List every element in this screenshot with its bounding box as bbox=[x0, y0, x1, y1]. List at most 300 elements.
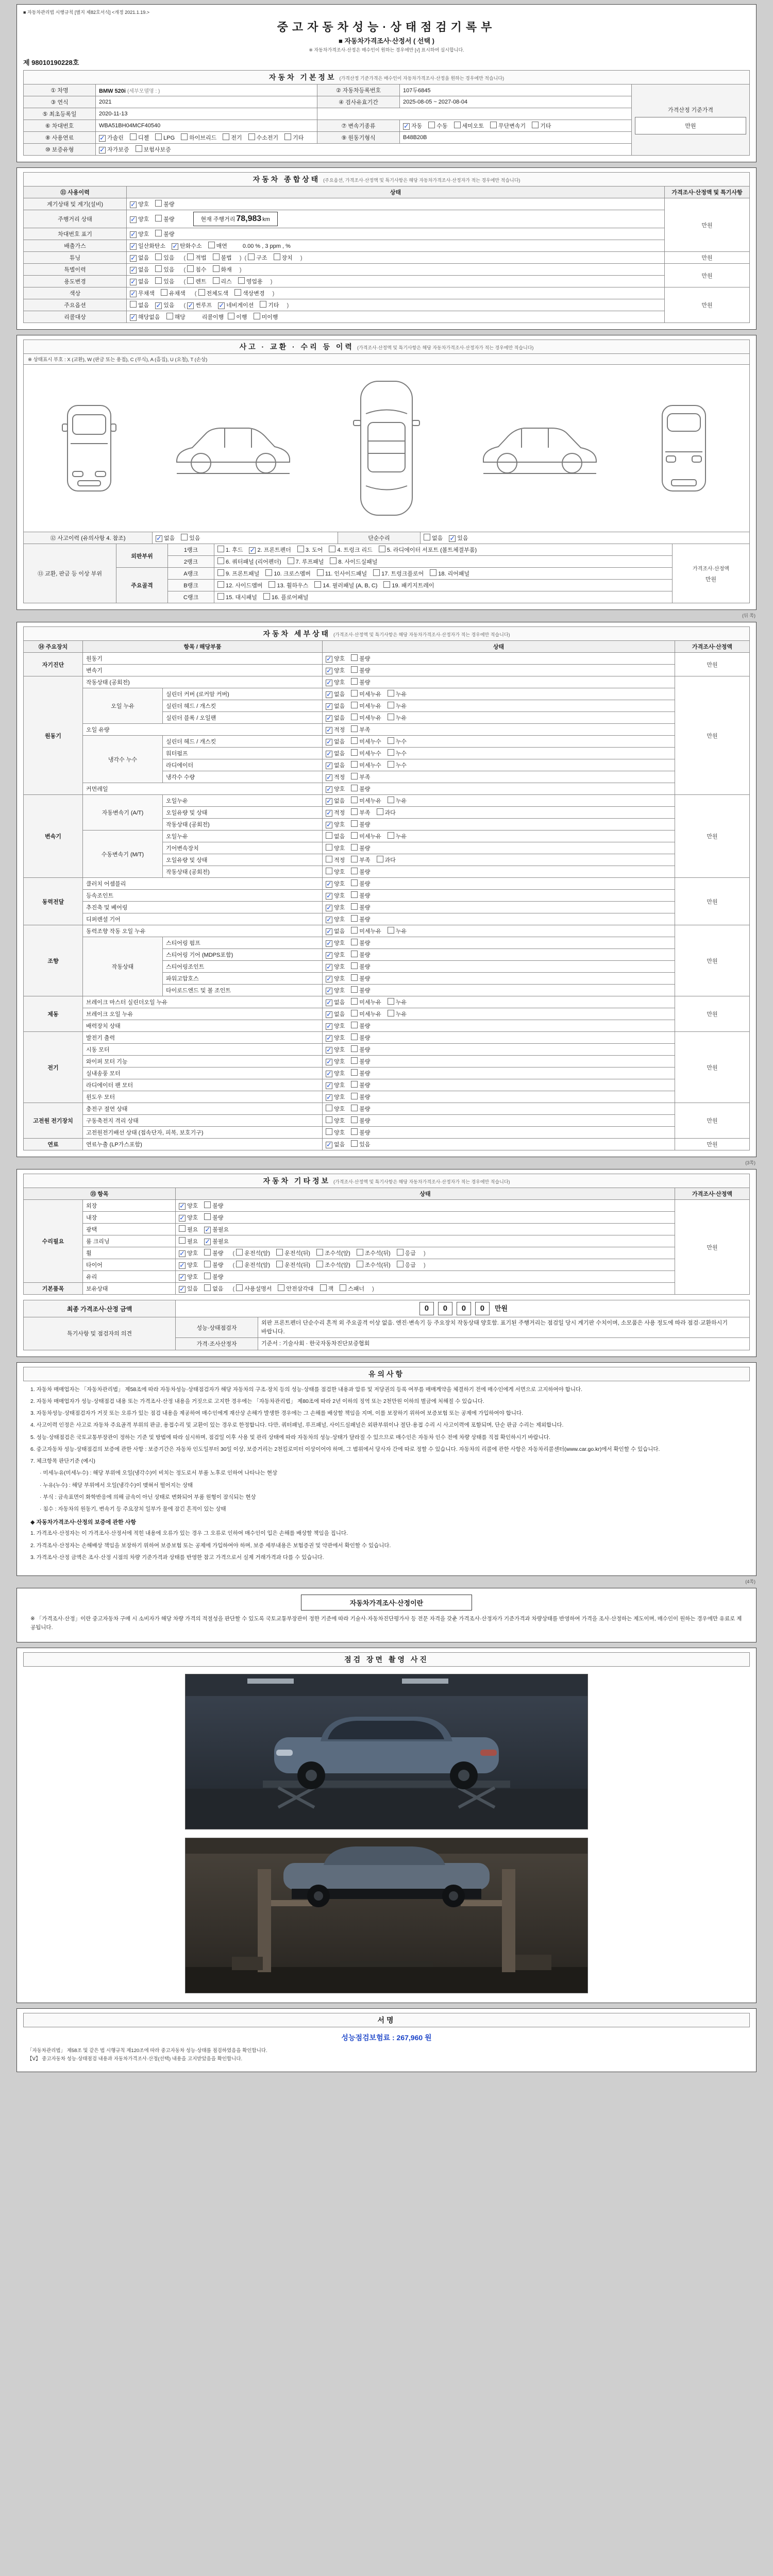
checkbox-checked-icon[interactable]: ✓ bbox=[326, 975, 332, 982]
checkbox-option[interactable] bbox=[351, 1116, 370, 1125]
checkbox-checked-icon[interactable]: ✓ bbox=[172, 242, 178, 250]
checkbox-option[interactable] bbox=[383, 581, 434, 589]
checkbox-checked-icon[interactable]: ✓ bbox=[326, 1022, 332, 1030]
checkbox-option[interactable] bbox=[326, 737, 345, 745]
checkbox-icon[interactable] bbox=[351, 868, 358, 874]
checkbox-checked-icon[interactable]: ✓ bbox=[326, 1034, 332, 1042]
checkbox-checked-icon[interactable]: ✓ bbox=[326, 679, 332, 686]
checkbox-option[interactable] bbox=[326, 785, 345, 793]
checkbox-option[interactable] bbox=[326, 1057, 345, 1065]
checkbox-icon[interactable] bbox=[217, 557, 224, 564]
checkbox-icon[interactable] bbox=[326, 844, 332, 851]
checkbox-checked-icon[interactable]: ✓ bbox=[179, 1273, 185, 1281]
checkbox-option[interactable] bbox=[326, 856, 345, 864]
checkbox-checked-icon[interactable]: ✓ bbox=[130, 215, 136, 223]
checkbox-option[interactable] bbox=[316, 1249, 350, 1257]
checkbox-option[interactable] bbox=[187, 265, 206, 274]
checkbox-option[interactable] bbox=[238, 277, 263, 285]
checkbox-option[interactable] bbox=[278, 1284, 313, 1293]
checkbox-icon[interactable] bbox=[340, 1284, 346, 1291]
checkbox-icon[interactable] bbox=[351, 808, 358, 815]
checkbox-checked-icon[interactable]: ✓ bbox=[130, 313, 136, 321]
checkbox-icon[interactable] bbox=[314, 581, 321, 588]
checkbox-option[interactable] bbox=[248, 133, 279, 142]
checkbox-icon[interactable] bbox=[490, 122, 497, 128]
checkbox-checked-icon[interactable]: ✓ bbox=[130, 200, 136, 208]
checkbox-icon[interactable] bbox=[248, 253, 255, 260]
checkbox-icon[interactable] bbox=[351, 951, 358, 957]
checkbox-option[interactable] bbox=[326, 879, 345, 888]
checkbox-icon[interactable] bbox=[388, 737, 394, 744]
checkbox-checked-icon[interactable]: ✓ bbox=[326, 773, 332, 781]
checkbox-option[interactable] bbox=[187, 301, 212, 309]
checkbox-icon[interactable] bbox=[217, 546, 224, 552]
checkbox-icon[interactable] bbox=[351, 773, 358, 779]
checkbox-icon[interactable] bbox=[388, 714, 394, 720]
checkbox-option[interactable] bbox=[181, 133, 216, 142]
checkbox-option[interactable] bbox=[326, 749, 345, 757]
checkbox-icon[interactable] bbox=[351, 974, 358, 981]
checkbox-icon[interactable] bbox=[130, 133, 137, 140]
checkbox-icon[interactable] bbox=[316, 1261, 323, 1267]
checkbox-option[interactable] bbox=[326, 654, 345, 663]
checkbox-checked-icon[interactable]: ✓ bbox=[326, 1093, 332, 1101]
checkbox-option[interactable] bbox=[249, 546, 291, 554]
checkbox-icon[interactable] bbox=[238, 277, 245, 284]
checkbox-icon[interactable] bbox=[388, 690, 394, 697]
checkbox-option[interactable] bbox=[161, 289, 186, 297]
checkbox-checked-icon[interactable]: ✓ bbox=[326, 809, 332, 817]
checkbox-option[interactable] bbox=[351, 785, 370, 793]
checkbox-option[interactable] bbox=[357, 1261, 391, 1269]
checkbox-option[interactable] bbox=[351, 761, 381, 769]
checkbox-option[interactable] bbox=[204, 1284, 223, 1293]
checkbox-icon[interactable] bbox=[320, 1284, 327, 1291]
checkbox-icon[interactable] bbox=[284, 133, 291, 140]
checkbox-option[interactable] bbox=[187, 277, 206, 285]
checkbox-option[interactable] bbox=[373, 569, 424, 578]
checkbox-checked-icon[interactable]: ✓ bbox=[326, 1141, 332, 1148]
checkbox-icon[interactable] bbox=[388, 761, 394, 768]
checkbox-option[interactable] bbox=[265, 569, 310, 578]
checkbox-option[interactable] bbox=[217, 557, 281, 566]
checkbox-icon[interactable] bbox=[397, 1261, 404, 1267]
checkbox-option[interactable] bbox=[351, 998, 381, 1006]
checkbox-option[interactable] bbox=[130, 265, 149, 274]
checkbox-icon[interactable] bbox=[326, 832, 332, 839]
checkbox-icon[interactable] bbox=[187, 265, 194, 272]
checkbox-icon[interactable] bbox=[274, 253, 280, 260]
checkbox-icon[interactable] bbox=[351, 1045, 358, 1052]
checkbox-option[interactable] bbox=[276, 1249, 310, 1257]
checkbox-option[interactable] bbox=[179, 1225, 198, 1233]
checkbox-checked-icon[interactable]: ✓ bbox=[130, 278, 136, 285]
checkbox-checked-icon[interactable]: ✓ bbox=[326, 939, 332, 947]
checkbox-checked-icon[interactable]: ✓ bbox=[179, 1202, 185, 1210]
checkbox-option[interactable] bbox=[326, 761, 345, 769]
checkbox-icon[interactable] bbox=[351, 749, 358, 756]
checkbox-icon[interactable] bbox=[155, 230, 162, 236]
checkbox-option[interactable] bbox=[179, 1261, 198, 1269]
checkbox-option[interactable] bbox=[274, 253, 293, 262]
checkbox-checked-icon[interactable]: ✓ bbox=[326, 690, 332, 698]
checkbox-icon[interactable] bbox=[351, 962, 358, 969]
checkbox-icon[interactable] bbox=[428, 122, 435, 128]
checkbox-icon[interactable] bbox=[351, 725, 358, 732]
checkbox-icon[interactable] bbox=[351, 1105, 358, 1111]
checkbox-option[interactable] bbox=[403, 122, 422, 130]
checkbox-icon[interactable] bbox=[351, 654, 358, 661]
checkbox-option[interactable] bbox=[179, 1201, 198, 1210]
checkbox-checked-icon[interactable]: ✓ bbox=[130, 242, 136, 250]
checkbox-option[interactable] bbox=[276, 1261, 310, 1269]
checkbox-icon[interactable] bbox=[351, 761, 358, 768]
checkbox-option[interactable] bbox=[351, 832, 381, 840]
checkbox-icon[interactable] bbox=[265, 569, 272, 576]
checkbox-option[interactable] bbox=[314, 581, 377, 589]
checkbox-icon[interactable] bbox=[326, 1105, 332, 1111]
checkbox-icon[interactable] bbox=[130, 301, 137, 308]
checkbox-checked-icon[interactable]: ✓ bbox=[326, 702, 332, 710]
checkbox-option[interactable] bbox=[326, 714, 345, 722]
checkbox-icon[interactable] bbox=[351, 1093, 358, 1099]
checkbox-icon[interactable] bbox=[204, 1249, 211, 1256]
checkbox-option[interactable] bbox=[388, 749, 407, 757]
checkbox-checked-icon[interactable]: ✓ bbox=[326, 987, 332, 994]
checkbox-option[interactable] bbox=[351, 962, 370, 971]
checkbox-icon[interactable] bbox=[223, 133, 229, 140]
checkbox-option[interactable] bbox=[254, 313, 278, 321]
checkbox-option[interactable] bbox=[130, 289, 155, 297]
checkbox-checked-icon[interactable]: ✓ bbox=[188, 301, 194, 309]
checkbox-icon[interactable] bbox=[351, 666, 358, 673]
checkbox-option[interactable] bbox=[99, 145, 129, 154]
checkbox-option[interactable] bbox=[217, 569, 259, 578]
checkbox-icon[interactable] bbox=[317, 569, 324, 576]
checkbox-icon[interactable] bbox=[351, 1022, 358, 1028]
checkbox-checked-icon[interactable]: ✓ bbox=[326, 750, 332, 757]
checkbox-option[interactable] bbox=[449, 534, 468, 542]
checkbox-option[interactable] bbox=[155, 253, 174, 262]
checkbox-icon[interactable] bbox=[187, 277, 194, 284]
checkbox-checked-icon[interactable]: ✓ bbox=[326, 655, 332, 663]
checkbox-icon[interactable] bbox=[217, 581, 224, 588]
checkbox-icon[interactable] bbox=[330, 557, 337, 564]
checkbox-option[interactable] bbox=[428, 122, 447, 130]
checkbox-option[interactable] bbox=[228, 313, 247, 321]
checkbox-option[interactable] bbox=[388, 1010, 407, 1018]
checkbox-icon[interactable] bbox=[351, 903, 358, 910]
checkbox-option[interactable] bbox=[351, 1081, 370, 1089]
checkbox-icon[interactable] bbox=[326, 1128, 332, 1135]
checkbox-option[interactable] bbox=[204, 1237, 229, 1245]
checkbox-icon[interactable] bbox=[532, 122, 539, 128]
checkbox-option[interactable] bbox=[326, 951, 345, 959]
checkbox-icon[interactable] bbox=[351, 986, 358, 993]
checkbox-option[interactable] bbox=[217, 546, 243, 554]
checkbox-option[interactable] bbox=[388, 737, 407, 745]
checkbox-option[interactable] bbox=[316, 1261, 350, 1269]
checkbox-icon[interactable] bbox=[187, 253, 194, 260]
checkbox-option[interactable] bbox=[217, 581, 262, 589]
checkbox-option[interactable] bbox=[351, 1128, 370, 1137]
checkbox-icon[interactable] bbox=[179, 1237, 186, 1244]
checkbox-option[interactable] bbox=[351, 1069, 370, 1077]
checkbox-option[interactable] bbox=[179, 1273, 198, 1281]
checkbox-icon[interactable] bbox=[288, 557, 294, 564]
checkbox-option[interactable] bbox=[204, 1261, 223, 1269]
checkbox-option[interactable] bbox=[326, 868, 345, 876]
checkbox-icon[interactable] bbox=[136, 145, 142, 152]
checkbox-icon[interactable] bbox=[236, 1284, 243, 1291]
checkbox-checked-icon[interactable]: ✓ bbox=[219, 301, 225, 309]
checkbox-icon[interactable] bbox=[351, 1010, 358, 1016]
checkbox-icon[interactable] bbox=[351, 844, 358, 851]
checkbox-icon[interactable] bbox=[204, 1284, 211, 1291]
checkbox-icon[interactable] bbox=[388, 749, 394, 756]
checkbox-option[interactable] bbox=[156, 534, 175, 542]
checkbox-checked-icon[interactable]: ✓ bbox=[326, 927, 332, 935]
checkbox-icon[interactable] bbox=[351, 678, 358, 685]
checkbox-option[interactable] bbox=[155, 133, 175, 141]
checkbox-option[interactable] bbox=[99, 133, 124, 142]
checkbox-option[interactable] bbox=[326, 986, 345, 994]
checkbox-checked-icon[interactable]: ✓ bbox=[449, 534, 456, 542]
checkbox-option[interactable] bbox=[351, 856, 370, 864]
checkbox-icon[interactable] bbox=[217, 593, 224, 600]
checkbox-checked-icon[interactable]: ✓ bbox=[326, 998, 332, 1006]
checkbox-checked-icon[interactable]: ✓ bbox=[326, 951, 332, 959]
checkbox-icon[interactable] bbox=[388, 998, 394, 1005]
checkbox-option[interactable] bbox=[397, 1249, 416, 1257]
checkbox-option[interactable] bbox=[351, 1140, 370, 1148]
checkbox-option[interactable] bbox=[326, 1128, 345, 1137]
checkbox-option[interactable] bbox=[204, 1273, 223, 1281]
checkbox-checked-icon[interactable]: ✓ bbox=[326, 1058, 332, 1065]
checkbox-option[interactable] bbox=[351, 1093, 370, 1101]
checkbox-checked-icon[interactable]: ✓ bbox=[156, 534, 162, 542]
checkbox-option[interactable] bbox=[155, 277, 174, 285]
checkbox-option[interactable] bbox=[532, 122, 551, 130]
checkbox-option[interactable] bbox=[326, 796, 345, 805]
checkbox-option[interactable] bbox=[204, 1225, 229, 1233]
checkbox-option[interactable] bbox=[351, 1033, 370, 1042]
checkbox-icon[interactable] bbox=[155, 277, 162, 284]
checkbox-option[interactable] bbox=[326, 1140, 345, 1148]
checkbox-icon[interactable] bbox=[454, 122, 461, 128]
checkbox-option[interactable] bbox=[155, 215, 174, 223]
checkbox-option[interactable] bbox=[213, 277, 232, 285]
checkbox-option[interactable] bbox=[377, 856, 396, 864]
checkbox-icon[interactable] bbox=[388, 702, 394, 708]
checkbox-option[interactable] bbox=[166, 313, 186, 321]
checkbox-option[interactable] bbox=[351, 844, 370, 852]
checkbox-option[interactable] bbox=[351, 1022, 370, 1030]
checkbox-icon[interactable] bbox=[155, 215, 162, 222]
checkbox-checked-icon[interactable]: ✓ bbox=[326, 785, 332, 793]
checkbox-option[interactable] bbox=[330, 557, 377, 566]
checkbox-icon[interactable] bbox=[373, 569, 380, 576]
checkbox-option[interactable] bbox=[351, 903, 370, 911]
checkbox-icon[interactable] bbox=[155, 253, 162, 260]
checkbox-option[interactable] bbox=[351, 654, 370, 663]
checkbox-icon[interactable] bbox=[377, 808, 383, 815]
checkbox-option[interactable] bbox=[155, 301, 174, 309]
checkbox-icon[interactable] bbox=[351, 915, 358, 922]
checkbox-option[interactable] bbox=[388, 690, 407, 698]
checkbox-icon[interactable] bbox=[377, 856, 383, 862]
checkbox-option[interactable] bbox=[326, 939, 345, 947]
checkbox-option[interactable] bbox=[351, 868, 370, 876]
checkbox-icon[interactable] bbox=[351, 796, 358, 803]
checkbox-option[interactable] bbox=[130, 301, 149, 309]
checkbox-icon[interactable] bbox=[198, 289, 205, 296]
checkbox-option[interactable] bbox=[179, 1213, 198, 1222]
checkbox-option[interactable] bbox=[326, 844, 345, 852]
checkbox-option[interactable] bbox=[351, 773, 370, 781]
checkbox-option[interactable] bbox=[351, 725, 370, 734]
checkbox-option[interactable] bbox=[204, 1213, 223, 1222]
checkbox-icon[interactable] bbox=[276, 1249, 283, 1256]
checkbox-icon[interactable] bbox=[181, 133, 188, 140]
checkbox-icon[interactable] bbox=[351, 737, 358, 744]
checkbox-option[interactable] bbox=[388, 761, 407, 769]
checkbox-checked-icon[interactable]: ✓ bbox=[404, 122, 409, 130]
checkbox-option[interactable] bbox=[179, 1284, 198, 1293]
checkbox-option[interactable] bbox=[388, 796, 407, 805]
checkbox-option[interactable] bbox=[288, 557, 324, 566]
checkbox-icon[interactable] bbox=[329, 546, 335, 552]
checkbox-option[interactable] bbox=[155, 230, 174, 238]
checkbox-checked-icon[interactable]: ✓ bbox=[326, 714, 332, 722]
checkbox-checked-icon[interactable]: ✓ bbox=[179, 1261, 185, 1269]
checkbox-option[interactable] bbox=[397, 1261, 416, 1269]
checkbox-option[interactable] bbox=[351, 974, 370, 982]
checkbox-option[interactable] bbox=[317, 569, 367, 578]
checkbox-option[interactable] bbox=[187, 253, 206, 262]
checkbox-icon[interactable] bbox=[297, 546, 304, 552]
checkbox-option[interactable] bbox=[130, 230, 149, 238]
checkbox-icon[interactable] bbox=[351, 1128, 358, 1135]
checkbox-icon[interactable] bbox=[217, 569, 224, 576]
checkbox-icon[interactable] bbox=[379, 546, 385, 552]
checkbox-option[interactable] bbox=[351, 927, 381, 935]
checkbox-option[interactable] bbox=[155, 200, 174, 208]
checkbox-icon[interactable] bbox=[351, 785, 358, 791]
checkbox-checked-icon[interactable]: ✓ bbox=[326, 1070, 332, 1077]
checkbox-option[interactable] bbox=[217, 593, 257, 601]
checkbox-option[interactable] bbox=[351, 808, 370, 817]
checkbox-option[interactable] bbox=[179, 1249, 198, 1257]
checkbox-icon[interactable] bbox=[351, 702, 358, 708]
checkbox-option[interactable] bbox=[377, 808, 396, 817]
checkbox-checked-icon[interactable]: ✓ bbox=[179, 1285, 185, 1293]
checkbox-checked-icon[interactable]: ✓ bbox=[326, 892, 332, 900]
checkbox-option[interactable] bbox=[351, 1105, 370, 1113]
checkbox-icon[interactable] bbox=[204, 1213, 211, 1220]
checkbox-option[interactable] bbox=[326, 903, 345, 911]
checkbox-option[interactable] bbox=[130, 277, 149, 285]
checkbox-checked-icon[interactable]: ✓ bbox=[156, 301, 162, 309]
checkbox-option[interactable] bbox=[326, 915, 345, 923]
checkbox-option[interactable] bbox=[130, 215, 149, 223]
checkbox-option[interactable] bbox=[388, 702, 407, 710]
checkbox-icon[interactable] bbox=[357, 1261, 363, 1267]
checkbox-option[interactable] bbox=[326, 832, 345, 840]
checkbox-icon[interactable] bbox=[326, 856, 332, 862]
checkbox-icon[interactable] bbox=[326, 1116, 332, 1123]
checkbox-option[interactable] bbox=[326, 1105, 345, 1113]
checkbox-icon[interactable] bbox=[236, 1261, 243, 1267]
checkbox-option[interactable] bbox=[357, 1249, 391, 1257]
checkbox-icon[interactable] bbox=[213, 253, 220, 260]
checkbox-option[interactable] bbox=[326, 773, 345, 781]
checkbox-option[interactable] bbox=[223, 133, 242, 142]
checkbox-option[interactable] bbox=[130, 200, 149, 208]
checkbox-icon[interactable] bbox=[316, 1249, 323, 1256]
checkbox-checked-icon[interactable]: ✓ bbox=[249, 546, 256, 554]
checkbox-option[interactable] bbox=[155, 265, 174, 274]
checkbox-icon[interactable] bbox=[351, 714, 358, 720]
checkbox-option[interactable] bbox=[218, 301, 254, 309]
checkbox-icon[interactable] bbox=[276, 1261, 283, 1267]
checkbox-option[interactable] bbox=[326, 678, 345, 686]
checkbox-option[interactable] bbox=[284, 133, 304, 142]
checkbox-option[interactable] bbox=[236, 1284, 272, 1293]
checkbox-icon[interactable] bbox=[351, 927, 358, 934]
checkbox-icon[interactable] bbox=[260, 301, 266, 308]
checkbox-icon[interactable] bbox=[397, 1249, 404, 1256]
checkbox-option[interactable] bbox=[130, 242, 165, 250]
checkbox-option[interactable] bbox=[351, 879, 370, 888]
checkbox-option[interactable] bbox=[379, 546, 477, 554]
checkbox-option[interactable] bbox=[351, 1045, 370, 1054]
checkbox-icon[interactable] bbox=[204, 1261, 211, 1267]
checkbox-icon[interactable] bbox=[351, 1057, 358, 1064]
checkbox-option[interactable] bbox=[326, 998, 345, 1006]
checkbox-icon[interactable] bbox=[388, 796, 394, 803]
checkbox-option[interactable] bbox=[388, 714, 407, 722]
checkbox-icon[interactable] bbox=[234, 289, 241, 296]
checkbox-icon[interactable] bbox=[213, 277, 220, 284]
checkbox-option[interactable] bbox=[351, 737, 381, 745]
checkbox-option[interactable] bbox=[268, 581, 308, 589]
checkbox-icon[interactable] bbox=[388, 927, 394, 934]
checkbox-option[interactable] bbox=[130, 253, 149, 262]
checkbox-option[interactable] bbox=[326, 690, 345, 698]
checkbox-option[interactable] bbox=[213, 253, 232, 262]
checkbox-option[interactable] bbox=[351, 939, 370, 947]
checkbox-option[interactable] bbox=[320, 1284, 334, 1293]
checkbox-option[interactable] bbox=[351, 666, 370, 674]
checkbox-checked-icon[interactable]: ✓ bbox=[179, 1214, 185, 1222]
checkbox-option[interactable] bbox=[326, 927, 345, 935]
checkbox-icon[interactable] bbox=[248, 133, 255, 140]
checkbox-icon[interactable] bbox=[388, 832, 394, 839]
checkbox-option[interactable] bbox=[326, 1022, 345, 1030]
checkbox-icon[interactable] bbox=[161, 289, 167, 296]
checkbox-option[interactable] bbox=[181, 534, 200, 542]
checkbox-icon[interactable] bbox=[155, 133, 162, 140]
checkbox-option[interactable] bbox=[326, 962, 345, 971]
checkbox-icon[interactable] bbox=[357, 1249, 363, 1256]
checkbox-icon[interactable] bbox=[351, 939, 358, 945]
checkbox-checked-icon[interactable]: ✓ bbox=[130, 254, 136, 262]
checkbox-checked-icon[interactable]: ✓ bbox=[326, 821, 332, 828]
checkbox-icon[interactable] bbox=[236, 1249, 243, 1256]
checkbox-option[interactable] bbox=[388, 927, 407, 935]
checkbox-option[interactable] bbox=[351, 986, 370, 994]
